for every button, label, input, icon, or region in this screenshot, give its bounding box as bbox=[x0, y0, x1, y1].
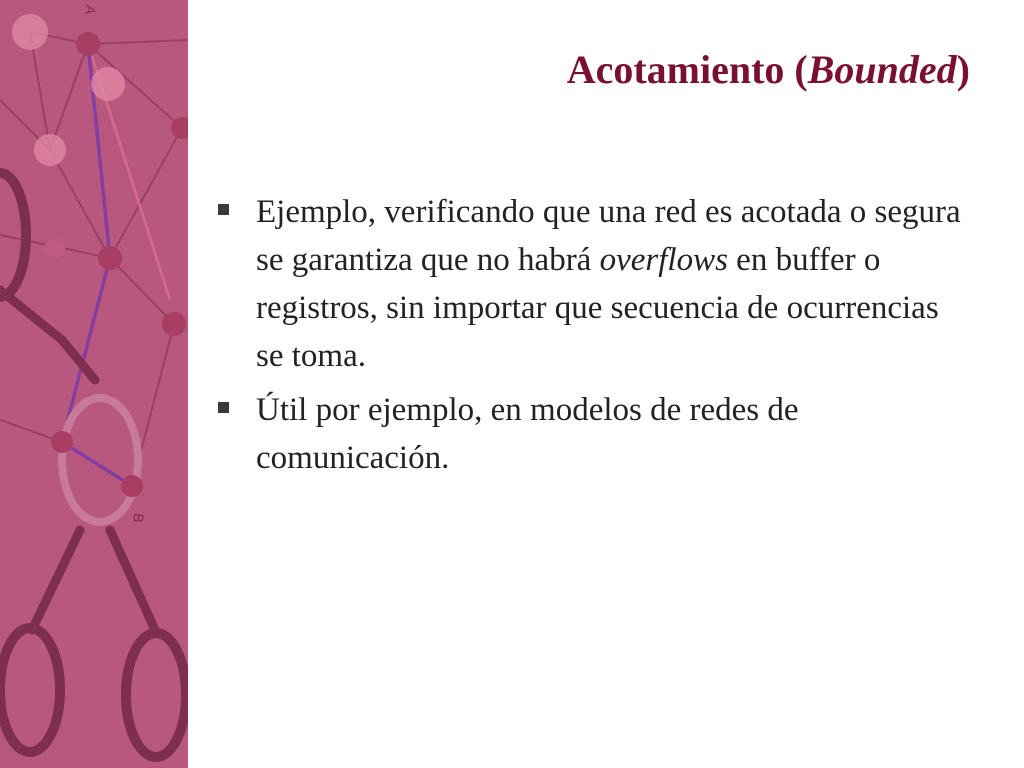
bullet-text-end: en buffer o registros, sin importar que secuencia de ocurrencias se toma. bbox=[256, 242, 939, 374]
node-letter-a: A bbox=[81, 4, 100, 16]
network-graph-decoration bbox=[0, 0, 188, 768]
square-bullet-icon bbox=[218, 402, 229, 413]
bullet-text: Útil por ejemplo, en modelos de redes de comunicación. bbox=[256, 392, 799, 476]
bullet-item bbox=[212, 386, 972, 482]
title-text-end: ) bbox=[956, 47, 970, 92]
title-italic-text: Bounded bbox=[807, 47, 957, 92]
node-letter-b: B bbox=[129, 512, 148, 524]
slide-title bbox=[567, 44, 970, 96]
sidebar-decoration bbox=[0, 0, 188, 768]
square-bullet-icon bbox=[218, 204, 229, 215]
bullet-item bbox=[212, 188, 972, 380]
bullet-italic-text: overflows bbox=[599, 242, 728, 278]
bullet-list bbox=[212, 188, 972, 488]
title-text: Acotamiento ( bbox=[566, 47, 808, 92]
bullet-text: Ejemplo, verificando que una red es acotada o segura se garantiza que no habrá bbox=[256, 194, 961, 278]
